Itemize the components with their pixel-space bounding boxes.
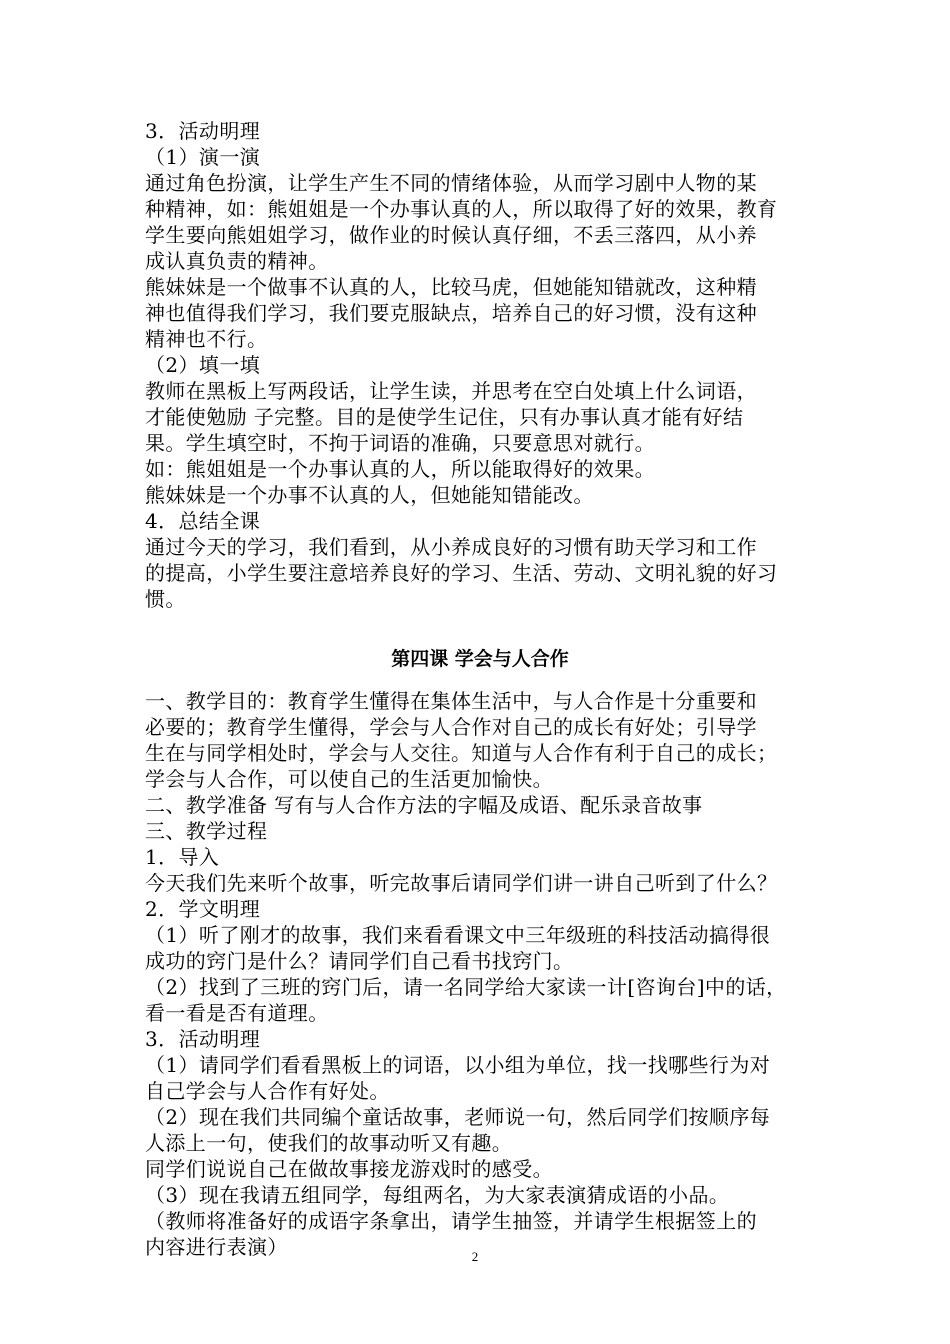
text-line: 通过今天的学习，我们看到，从小养成良好的习惯有助天学习和工作 [145,535,757,559]
text-line: 惯。 [145,587,186,611]
text-line: 学会与人合作，可以使自己的生活更加愉快。 [145,767,553,791]
text-line: 3．活动明理 [145,1027,261,1051]
text-line: 看一看是否有道理。 [145,1001,329,1025]
lesson-three-continued [145,118,815,612]
text-line: 如：熊姐姐是一个办事认真的人，所以能取得好的效果。 [145,457,655,481]
text-line: （3）现在我请五组同学，每组两名，为大家表演猜成语的小品。 [145,1183,730,1207]
text-line: 3．活动明理 [145,119,261,143]
text-line: 内容进行表演） [145,1235,288,1259]
text-line: 2．学文明理 [145,897,261,921]
text-line: 三、教学过程 [145,819,268,843]
text-line: 自己学会与人合作有好处。 [145,1079,390,1103]
text-line: 通过角色扮演，让学生产生不同的情绪体验，从而学习剧中人物的某 [145,171,757,195]
text-line: 熊妹妹是一个办事不认真的人，但她能知错能改。 [145,483,594,507]
text-line: 今天我们先来听个故事，听完故事后请同学们讲一讲自己听到了什么？ [145,871,778,895]
document-body [145,118,815,1260]
page-number: 2 [471,1249,479,1264]
text-line: （1）听了刚才的故事，我们来看看课文中三年级班的科技活动搞得很 [145,923,771,947]
text-line: 生在与同学相处时，学会与人交往。知道与人合作有利于自己的成长； [145,741,778,765]
lesson-four-content [145,688,815,1260]
text-line: （2）现在我们共同编个童话故事，老师说一句，然后同学们按顺序每 [145,1105,771,1129]
text-line: 人添上一句，使我们的故事动听又有趣。 [145,1131,513,1155]
text-line: （2）找到了三班的窍门后，请一名同学给大家读一计[咨询台]中的话， [145,975,787,999]
text-line: 必要的；教育学生懂得，学会与人合作对自己的成长有好处；引导学 [145,715,757,739]
text-line: （2）填一填 [145,353,261,377]
text-line: 同学们说说自己在做故事接龙游戏时的感受。 [145,1157,553,1181]
text-line: （教师将准备好的成语字条拿出，请学生抽签，并请学生根据签上的 [145,1209,757,1233]
text-line: 成功的窍门是什么？请同学们自己看书找窍门。 [145,949,574,973]
text-line: 熊妹妹是一个做事不认真的人，比较马虎，但她能知错就改，这种精 [145,275,757,299]
text-line: 的提高，小学生要注意培养良好的学习、生活、劳动、文明礼貌的好习 [145,561,778,585]
text-line: 4．总结全课 [145,509,261,533]
text-line: 1．导入 [145,845,220,869]
text-line: 才能使勉励 子完整。目的是使学生记住，只有办事认真才能有好结 [145,405,744,429]
lesson-title: 第四课 学会与人合作 [391,648,569,670]
text-line: 学生要向熊姐姐学习，做作业的时候认真仔细，不丢三落四，从小养 [145,223,757,247]
text-line: 种精神，如：熊姐姐是一个办事认真的人，所以取得了好的效果，教育 [145,197,778,221]
text-line: 二、教学准备 写有与人合作方法的字幅及成语、配乐录音故事 [145,793,703,817]
text-line: 精神也不行。 [145,327,268,351]
text-line: 教师在黑板上写两段话，让学生读，并思考在空白处填上什么词语， [145,379,757,403]
text-line: 成认真负责的精神。 [145,249,329,273]
text-line: （1）请同学们看看黑板上的词语，以小组为单位，找一找哪些行为对 [145,1053,771,1077]
text-line: 一、教学目的：教育学生懂得在集体生活中，与人合作是十分重要和 [145,689,757,713]
text-line: 神也值得我们学习，我们要克服缺点，培养自己的好习惯，没有这种 [145,301,757,325]
text-line: （1）演一演 [145,145,261,169]
text-line: 果。学生填空时，不拘于词语的准确，只要意思对就行。 [145,431,655,455]
